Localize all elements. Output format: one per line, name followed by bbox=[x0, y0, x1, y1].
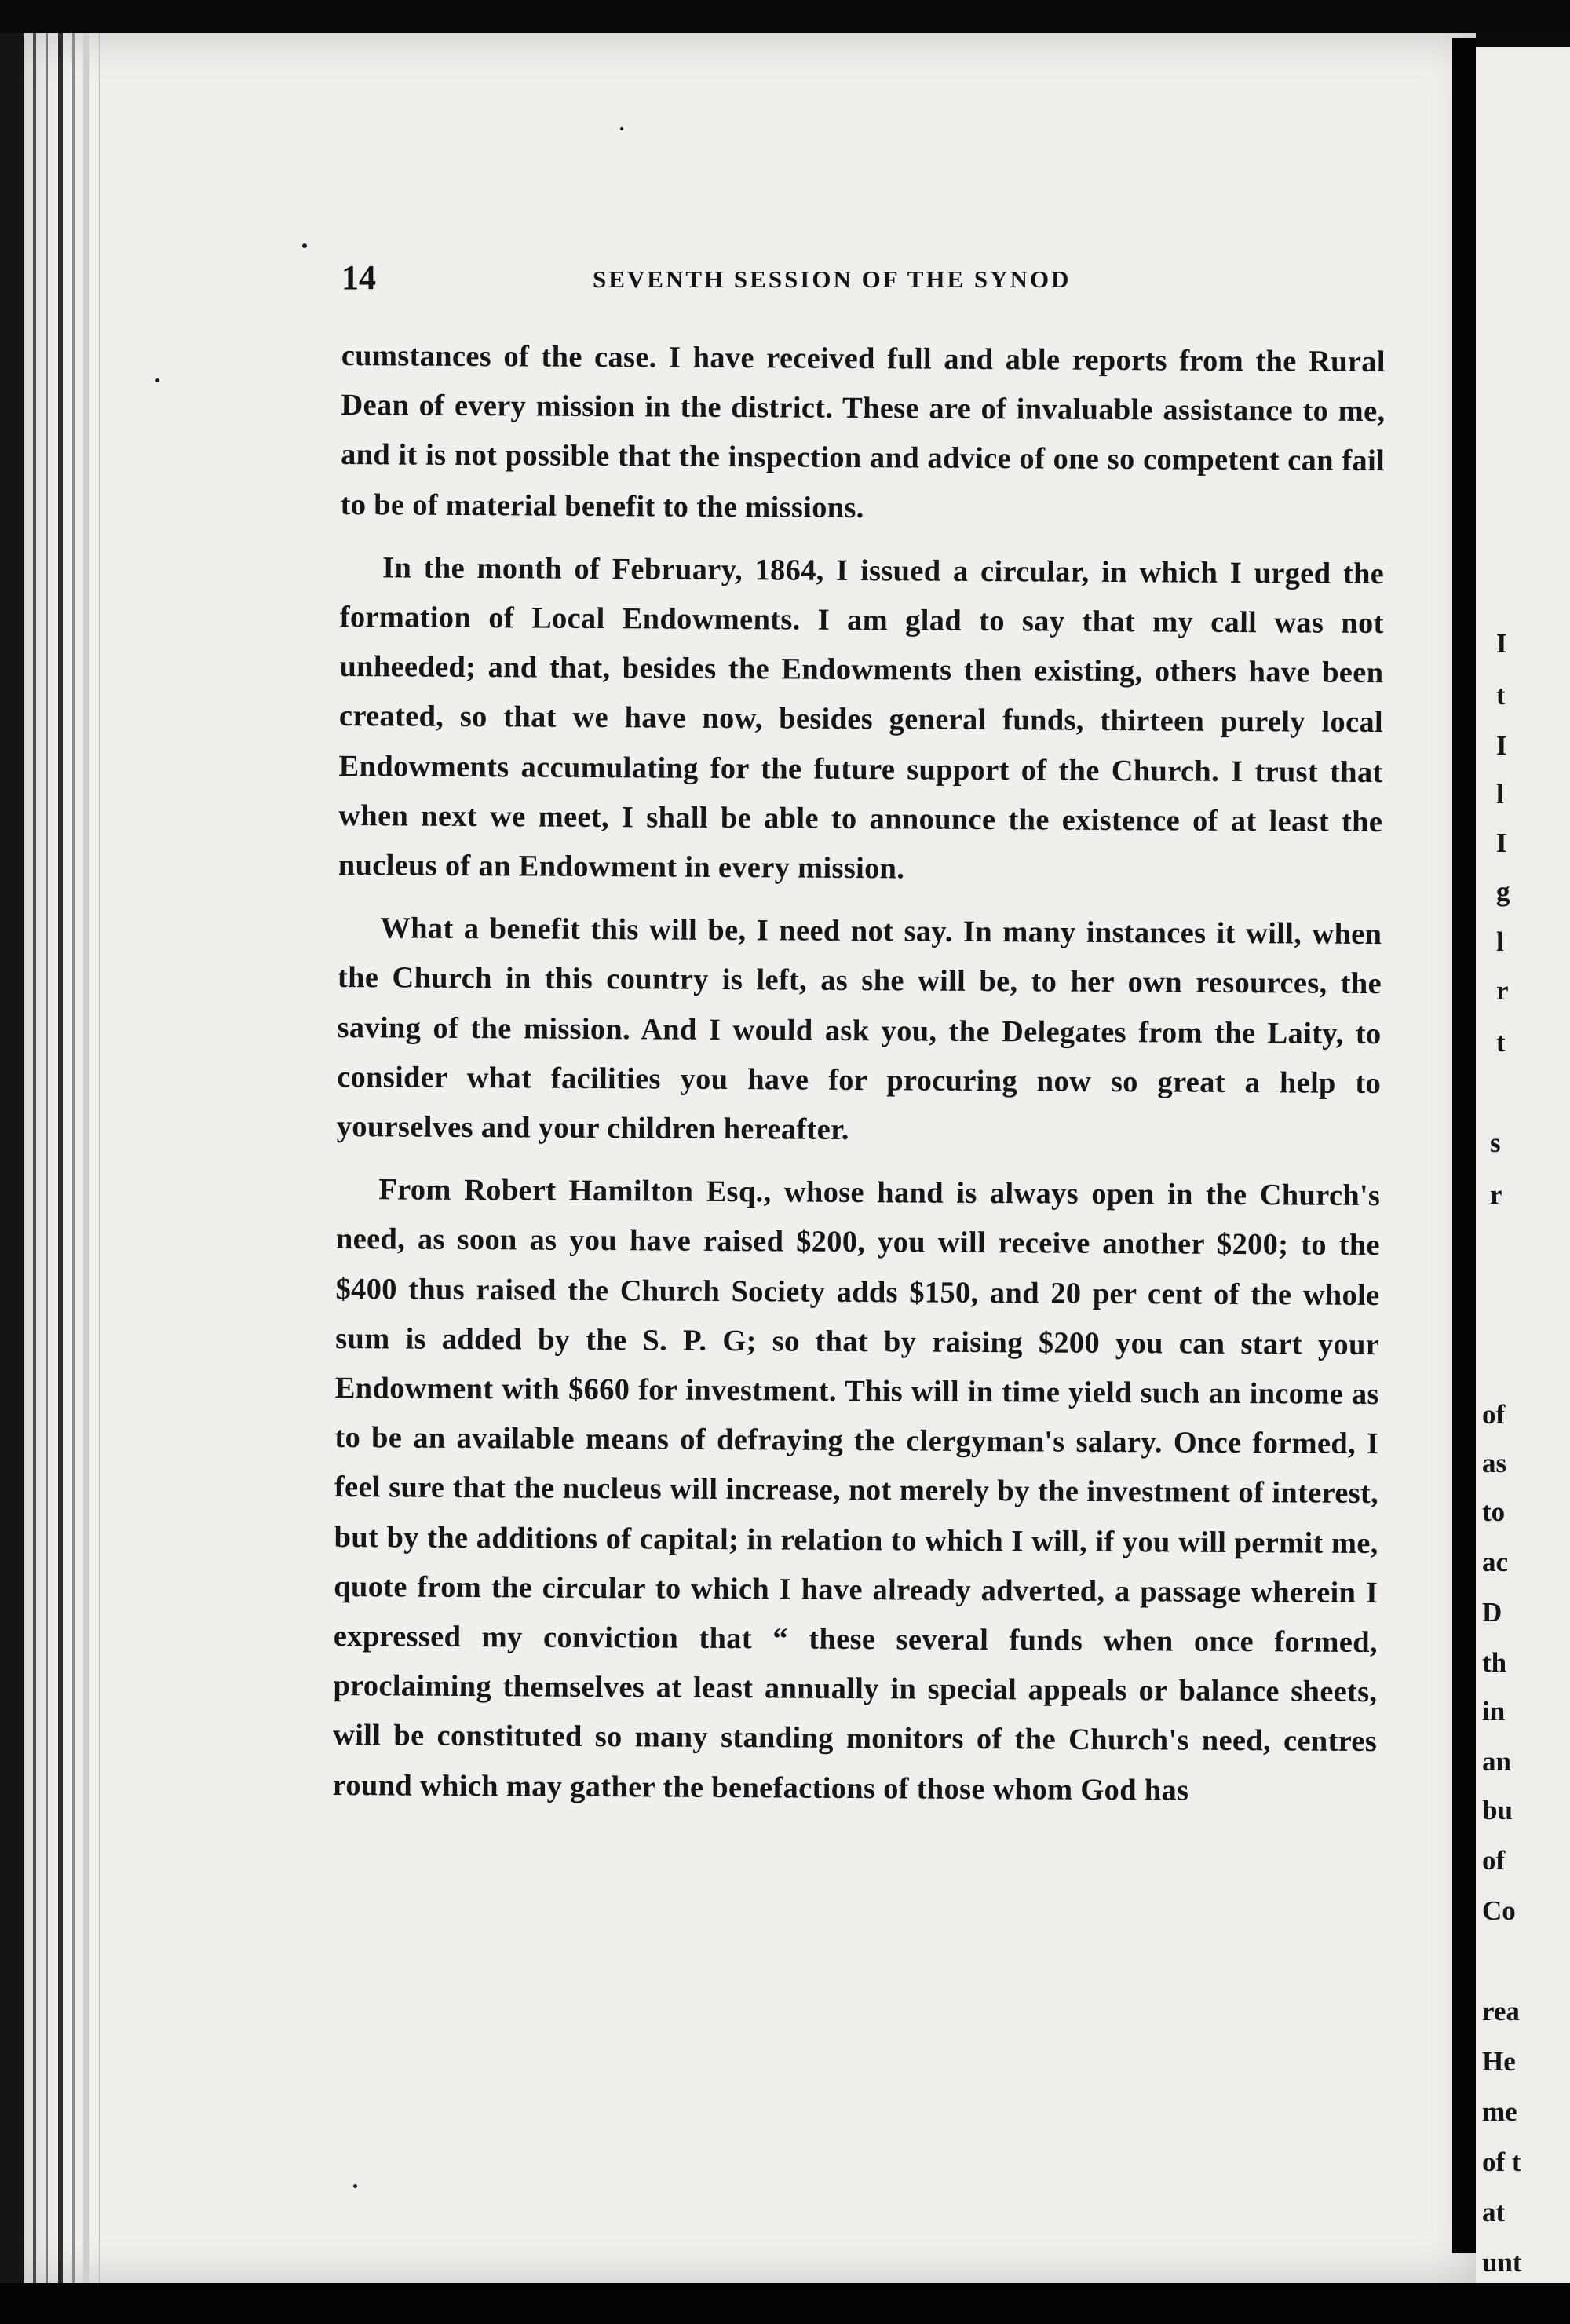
adjacent-page-fragment: as bbox=[1482, 1448, 1507, 1478]
adjacent-page-fragment: g bbox=[1496, 876, 1510, 907]
adjacent-page-fragment: I bbox=[1496, 730, 1507, 761]
paragraph: cumstances of the case. I have received full and able reports from the Rural Dean of every mission in the district. These are of invaluable assistance to me, and it is not possible that the inspection and advice of one so competent can fail to be of material benefit to the missions. bbox=[340, 338, 1386, 524]
adjacent-page-fragment: an bbox=[1482, 1746, 1511, 1777]
adjacent-page-fragment: of bbox=[1482, 1845, 1506, 1876]
scan-left-border bbox=[0, 33, 24, 2283]
binding-edge-line bbox=[72, 33, 75, 2283]
adjacent-page-fragment: Co bbox=[1482, 1895, 1516, 1926]
adjacent-page-fragment: th bbox=[1482, 1647, 1507, 1678]
binding-edge-line bbox=[83, 33, 89, 2283]
paper-speck bbox=[353, 2184, 357, 2188]
adjacent-page-fragment: unt bbox=[1482, 2247, 1522, 2278]
adjacent-page-fragment: t bbox=[1496, 680, 1506, 711]
adjacent-page-fragment: of bbox=[1482, 1399, 1506, 1430]
adjacent-page-fragment: at bbox=[1482, 2197, 1506, 2227]
adjacent-page-fragment: I bbox=[1496, 828, 1507, 858]
scan-top-border bbox=[0, 0, 1570, 33]
paper-speck bbox=[302, 243, 307, 248]
binding-edge-line bbox=[46, 33, 48, 2283]
adjacent-page-fragment: ac bbox=[1482, 1547, 1509, 1577]
adjacent-page-fragment: r bbox=[1490, 1179, 1502, 1210]
binding-edge-line bbox=[58, 33, 63, 2283]
binding-edge-line bbox=[33, 33, 36, 2283]
adjacent-page-fragment: r bbox=[1496, 975, 1509, 1006]
adjacent-page-fragment: rea bbox=[1482, 1996, 1520, 2026]
paragraph: From Robert Hamilton Esq., whose hand is always open in the Church's need, as soon as you have raised $200, you will receive another $200; to the $400 thus raised the Church Society adds $150, and 20 per cent of the whole sum is added by the S. P. G; so that by raising $200 you can start your Endowment with $660 for investment. This will in time yield such an income as to be an available means of defraying the clergyman's salary. Once formed, I feel sure that the nucleus will increase, not merely by the investment of interest, but by the additions of capital; in relation to which I will, if you will permit me, quote from the circular to which I have already adverted, a passage wherein I expressed my conviction that “ these several funds when once formed, proclaiming themselves at least annually in special appeals or balance sheets, will be constituted so many standing monitors of the Church's need, centres round which may gather the benefactions of those whom God has bbox=[332, 1173, 1381, 1807]
page-gutter bbox=[1452, 38, 1476, 2253]
paragraph: In the month of February, 1864, I issued a circular, in which I urged the formation of Local Endowments. I am glad to say that my call was not unheeded; and that, besides the Endowments then existing, others have been created, so that we have now, besides general funds, thirteen purely local Endowments accumulating for the future support of the Church. I trust that when next we meet, I shall be able to announce the existence of at least the nucleus of an Endowment in every mission. bbox=[338, 551, 1385, 886]
scan-bottom-border bbox=[0, 2283, 1570, 2324]
paper-speck bbox=[155, 378, 159, 382]
binding-edge-line bbox=[99, 33, 100, 2283]
adjacent-page-fragment: s bbox=[1490, 1127, 1501, 1158]
body-text bbox=[332, 331, 1386, 1830]
running-head bbox=[341, 258, 1393, 297]
adjacent-page-fragment: t bbox=[1496, 1027, 1506, 1058]
adjacent-page-fragment: D bbox=[1482, 1597, 1502, 1628]
adjacent-page-fragment: bu bbox=[1482, 1795, 1513, 1825]
adjacent-page-edge bbox=[1476, 47, 1570, 2283]
adjacent-page-fragment: of t bbox=[1482, 2147, 1521, 2177]
adjacent-page-fragment: to bbox=[1482, 1496, 1506, 1527]
adjacent-page-fragment: I bbox=[1496, 628, 1507, 659]
adjacent-page-fragment: in bbox=[1482, 1696, 1506, 1727]
adjacent-page-fragment: l bbox=[1496, 926, 1504, 957]
adjacent-page-fragment: l bbox=[1496, 779, 1504, 809]
paper-speck bbox=[620, 127, 623, 130]
running-head-title: SEVENTH SESSION OF THE SYNOD bbox=[593, 265, 1072, 293]
adjacent-page-fragment: me bbox=[1482, 2096, 1517, 2127]
adjacent-page-fragment: He bbox=[1482, 2046, 1516, 2077]
page-number: 14 bbox=[341, 258, 376, 297]
paragraph: What a benefit this will be, I need not say. In many instances it will, when the Church in this country is left, as she will be, to her own resources, the saving of the mission. And I would ask you, the Delegates from the Laity, to consider what facilities you have for procuring now so great a help to yourselves and your children hereafter. bbox=[336, 912, 1382, 1147]
